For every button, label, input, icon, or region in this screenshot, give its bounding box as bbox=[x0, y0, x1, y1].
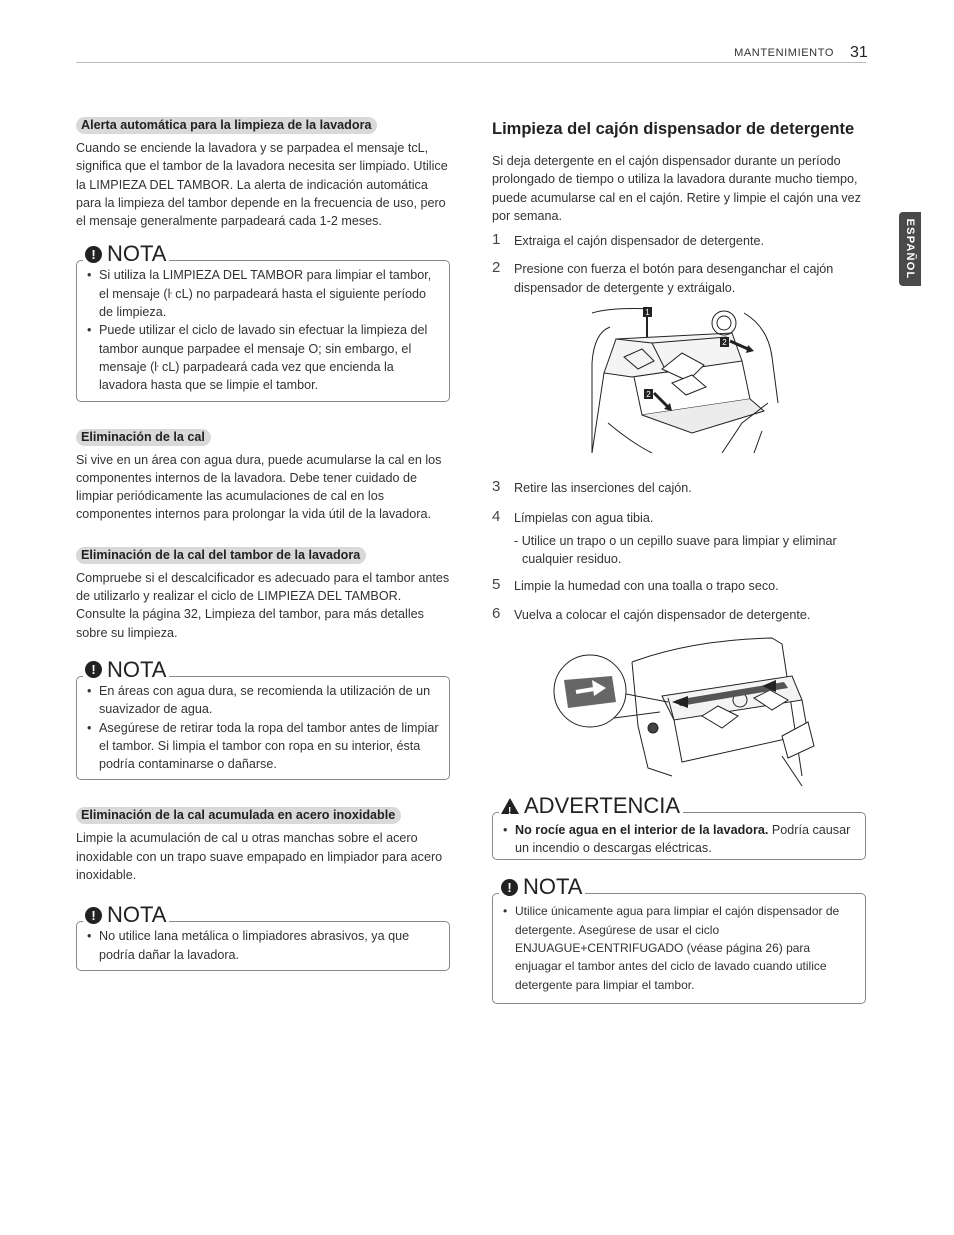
left-column bbox=[76, 116, 450, 971]
note-title: ! NOTA bbox=[83, 659, 169, 681]
warning-triangle-icon: ! bbox=[501, 798, 519, 814]
exclamation-icon: ! bbox=[501, 879, 518, 896]
note-title: ! NOTA bbox=[499, 876, 585, 898]
section-heading: Alerta automática para la limpieza de la lavadora bbox=[76, 117, 377, 134]
note-item: • En áreas con agua dura, se recomienda la utilización de un suavizador de agua. bbox=[85, 682, 441, 719]
step: 1 Extraiga el cajón dispensador de detergente. bbox=[492, 231, 764, 249]
section-heading: Eliminación de la cal bbox=[76, 429, 211, 446]
step: 5 Limpie la humedad con una toalla o trapo seco. bbox=[492, 576, 779, 594]
section-text: Si vive en un área con agua dura, puede acumularse la cal en los componentes internos de la lavadora. Debe tener cuidado de limpiar periódicamente las acumulaciones de cal en los componentes internos para prolongar la vida útil de la lavadora. bbox=[76, 452, 442, 522]
note-title: ! NOTA bbox=[83, 904, 169, 926]
note-box bbox=[76, 902, 450, 971]
note-item: • Puede utilizar el ciclo de lavado sin efectuar la limpieza del tambor aunque parpadee el mensaje O; sin embargo, el mensaje (ŀ cL) parpadeará cada vez que encienda la lavadora hasta que se limpie el tambor. bbox=[85, 321, 441, 394]
right-column bbox=[492, 118, 866, 1004]
exclamation-icon: ! bbox=[85, 246, 102, 263]
note-item: • No utilice lana metálica o limpiadores abrasivos, ya que podría dañar la lavadora. bbox=[85, 927, 441, 964]
drawer-removal-illustration bbox=[492, 303, 866, 453]
warning-box bbox=[492, 792, 866, 861]
header-rule bbox=[76, 62, 866, 63]
section-text: Cuando se enciende la lavadora y se parpadea el mensaje tcL, significa que el tambor de la lavadora necesita ser limpiado. Utilice la LIMPIEZA DEL TAMBOR. La alerta de indicación automática para la limpieza del tambor depende en la frecuencia de uso, pero el mensaje generalmente parpadeará cada 1-2 meses. bbox=[76, 141, 448, 229]
step: 2 Presione con fuerza el botón para desenganchar el cajón dispensador de detergente y extráigalo. bbox=[492, 259, 834, 295]
note-box bbox=[76, 241, 450, 401]
page-number: 31 bbox=[850, 44, 868, 61]
section-text: Si deja detergente en el cajón dispensador durante un período prolongado de tiempo o utiliza la lavadora durante mucho tiempo, puede acumularse cal en el cajón. Retire y limpie el cajón una vez por semana. bbox=[492, 154, 861, 223]
note-item: • Asegúrese de retirar toda la ropa del tambor antes de limpiar el tambor. Si limpia el tambor con ropa en su interior, ésta podría contaminarse o dañarse. bbox=[85, 719, 441, 774]
step: 4 Límpielas con agua tibia. bbox=[492, 508, 654, 526]
note-item: • Utilice únicamente agua para limpiar el cajón dispensador de detergente. Asegúrese de usar el ciclo ENJUAGUE+CENTRIFUGADO (véase página 26) para enjuagar el tambor antes del ciclo de lavado cuando utilice detergente para limpiar el tambor. bbox=[501, 902, 857, 993]
warning-item: • No rocíe agua en el interior de la lavadora. Podría causar un incendio o descargas eléctricas. bbox=[501, 821, 857, 858]
svg-text:1: 1 bbox=[645, 308, 650, 318]
svg-text:2: 2 bbox=[646, 390, 651, 400]
running-header-section: MANTENIMIENTO bbox=[734, 47, 834, 59]
drawer-reinsert-illustration bbox=[492, 636, 866, 786]
section-text: Limpie la acumulación de cal u otras manchas sobre el acero inoxidable con un trapo suave empapado en limpiador para acero inoxidable. bbox=[76, 831, 443, 883]
exclamation-icon: ! bbox=[85, 907, 102, 924]
note-item: • Si utiliza la LIMPIEZA DEL TAMBOR para limpiar el tambor, el mensaje (ŀ cL) no parpadeará hasta el siguiente período de limpieza. bbox=[85, 266, 441, 321]
exclamation-icon: ! bbox=[85, 661, 102, 678]
note-box bbox=[492, 874, 866, 1003]
section-heading: Eliminación de la cal acumulada en acero inoxidable bbox=[76, 807, 401, 824]
step-sub-item: - Utilice un trapo o un cepillo suave para limpiar y eliminar cualquier residuo. bbox=[514, 533, 837, 566]
language-tab bbox=[899, 212, 921, 286]
section-title: Limpieza del cajón dispensador de detergente bbox=[492, 120, 855, 138]
language-tab-label: ESPAÑOL bbox=[904, 218, 916, 280]
step: 3 Retire las inserciones del cajón. bbox=[492, 478, 692, 496]
step: 6 Vuelva a colocar el cajón dispensador de detergente. bbox=[492, 604, 811, 622]
svg-text:2: 2 bbox=[722, 338, 727, 348]
section-text: Compruebe si el descalcificador es adecuado para el tambor antes de utilizarlo y realizar el ciclo de LIMPIEZA DEL TAMBOR. Consulte la página 32, Limpieza del tambor, para más detalles sobre su limpieza. bbox=[76, 570, 450, 640]
warning-title: ! ADVERTENCIA bbox=[499, 795, 683, 817]
section-heading: Eliminación de la cal del tambor de la lavadora bbox=[76, 547, 366, 564]
note-title: ! NOTA bbox=[83, 243, 169, 265]
note-box bbox=[76, 656, 450, 780]
